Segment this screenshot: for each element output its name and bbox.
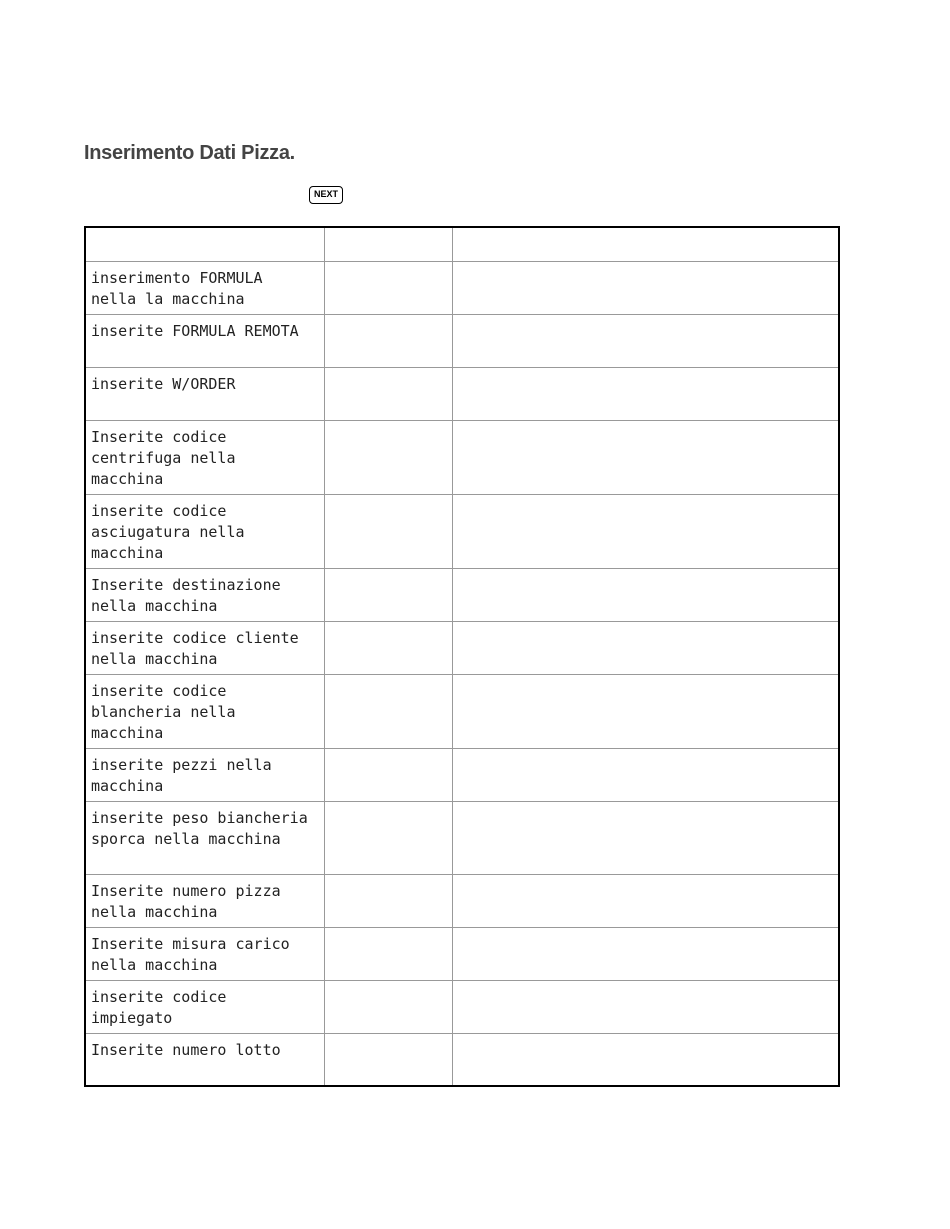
- row-value-cell[interactable]: [324, 748, 452, 801]
- row-label-cell: [85, 568, 324, 621]
- table-row: [85, 420, 839, 494]
- table-row: [85, 261, 839, 314]
- table-row: [85, 927, 839, 980]
- row-label: inserite pezzi nella macchina: [91, 755, 272, 795]
- row-value-cell[interactable]: [324, 261, 452, 314]
- row-label-cell: [85, 801, 324, 874]
- table-row: [85, 367, 839, 420]
- row-value-cell[interactable]: [324, 801, 452, 874]
- table-row: [85, 621, 839, 674]
- header-cell-notes: [452, 227, 839, 261]
- row-label: Inserite numero lotto: [91, 1040, 281, 1059]
- row-label-cell: [85, 748, 324, 801]
- header-cell-value: [324, 227, 452, 261]
- row-value-cell[interactable]: [324, 674, 452, 748]
- data-entry-table: [84, 226, 840, 1087]
- row-label: Inserite codice centrifuga nella macchina: [91, 427, 236, 488]
- row-label: inserite codice asciugatura nella macchina: [91, 501, 245, 562]
- row-label-cell: [85, 261, 324, 314]
- row-label-cell: [85, 874, 324, 927]
- table-row: [85, 874, 839, 927]
- row-notes-cell[interactable]: [452, 261, 839, 314]
- table-row: [85, 314, 839, 367]
- row-value-cell[interactable]: [324, 874, 452, 927]
- table-row: [85, 568, 839, 621]
- row-notes-cell[interactable]: [452, 568, 839, 621]
- row-notes-cell[interactable]: [452, 674, 839, 748]
- row-value-cell[interactable]: [324, 980, 452, 1033]
- row-label-cell: [85, 314, 324, 367]
- row-label: inserimento FORMULA nella la macchina: [91, 268, 263, 308]
- row-notes-cell[interactable]: [452, 420, 839, 494]
- row-notes-cell[interactable]: [452, 801, 839, 874]
- row-label-cell: [85, 367, 324, 420]
- table-row: [85, 980, 839, 1033]
- row-label-cell: [85, 1033, 324, 1086]
- row-label: inserite W/ORDER: [91, 374, 236, 393]
- row-label-cell: [85, 927, 324, 980]
- row-notes-cell[interactable]: [452, 927, 839, 980]
- row-value-cell[interactable]: [324, 1033, 452, 1086]
- row-notes-cell[interactable]: [452, 748, 839, 801]
- next-key-icon: NEXT: [309, 186, 343, 204]
- row-label-cell: [85, 674, 324, 748]
- row-label: Inserite misura carico nella macchina: [91, 934, 290, 974]
- row-label: inserite codice impiegato: [91, 987, 227, 1027]
- row-notes-cell[interactable]: [452, 621, 839, 674]
- row-value-cell[interactable]: [324, 621, 452, 674]
- row-notes-cell[interactable]: [452, 314, 839, 367]
- row-notes-cell[interactable]: [452, 874, 839, 927]
- row-notes-cell[interactable]: [452, 1033, 839, 1086]
- row-label: inserite codice cliente nella macchina: [91, 628, 299, 668]
- row-label: inserite codice blancheria nella macchina: [91, 681, 236, 742]
- row-value-cell[interactable]: [324, 927, 452, 980]
- row-label-cell: [85, 494, 324, 568]
- row-notes-cell[interactable]: [452, 980, 839, 1033]
- row-label-cell: [85, 621, 324, 674]
- row-value-cell[interactable]: [324, 420, 452, 494]
- table-body: [85, 227, 839, 1086]
- table-row: [85, 748, 839, 801]
- row-label: Inserite destinazione nella macchina: [91, 575, 281, 615]
- table-row: [85, 494, 839, 568]
- row-value-cell[interactable]: [324, 568, 452, 621]
- row-value-cell[interactable]: [324, 494, 452, 568]
- row-label-cell: [85, 980, 324, 1033]
- row-label: inserite FORMULA REMOTA: [91, 321, 299, 340]
- table-row: [85, 674, 839, 748]
- row-label-cell: [85, 420, 324, 494]
- row-label: Inserite numero pizza nella macchina: [91, 881, 281, 921]
- row-value-cell[interactable]: [324, 367, 452, 420]
- row-value-cell[interactable]: [324, 314, 452, 367]
- row-notes-cell[interactable]: [452, 367, 839, 420]
- page-title: Inserimento Dati Pizza.: [84, 142, 295, 164]
- table-header-row: [85, 227, 839, 261]
- header-cell-label: [85, 227, 324, 261]
- row-notes-cell[interactable]: [452, 494, 839, 568]
- table-row: [85, 801, 839, 874]
- row-label: inserite peso biancheria sporca nella macchina: [91, 808, 308, 848]
- table-row: [85, 1033, 839, 1086]
